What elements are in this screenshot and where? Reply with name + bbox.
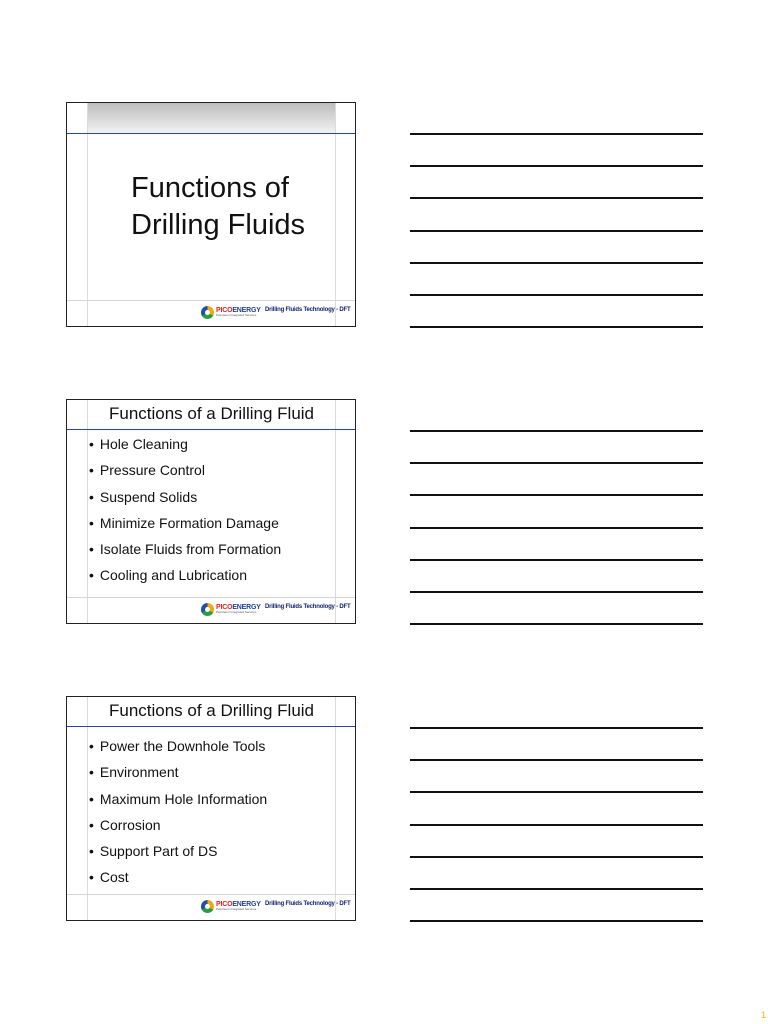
slide-title: Functions of Drilling Fluids: [131, 172, 306, 241]
note-line: [410, 326, 703, 328]
note-line: [410, 559, 703, 561]
note-line: [410, 230, 703, 232]
logo-name: PICO: [216, 604, 233, 611]
slide-footer: [67, 595, 355, 623]
list-item: • Pressure Control: [89, 458, 281, 484]
logo-tagline: Petroleum Integrated Services: [216, 907, 257, 911]
list-item: • Cost: [89, 865, 267, 891]
note-line: [410, 462, 703, 464]
list-item: • Hole Cleaning: [89, 432, 281, 458]
slide-footer: [67, 892, 355, 920]
logo-name-2: ENERGY: [232, 307, 261, 314]
slide-1: [66, 102, 356, 327]
title-divider: [67, 429, 355, 430]
note-line: [410, 262, 703, 264]
bullet-list: [89, 432, 281, 590]
note-line: [410, 133, 703, 135]
note-line: [410, 920, 703, 922]
logo-name-2: ENERGY: [232, 604, 261, 611]
note-line: [410, 591, 703, 593]
logo-name: PICO: [216, 901, 233, 908]
note-line: [410, 727, 703, 729]
note-line: [410, 888, 703, 890]
footer-text: Drilling Fluids Technology - DFT: [265, 604, 351, 610]
list-item: • Isolate Fluids from Formation: [89, 537, 281, 563]
logo-swirl-icon: [201, 900, 214, 913]
logo-swirl-icon: [201, 306, 214, 319]
note-line: [410, 824, 703, 826]
logo-name: PICO: [216, 307, 233, 314]
title-divider: [67, 133, 355, 134]
slide-footer: [67, 298, 355, 326]
list-item: • Suspend Solids: [89, 485, 281, 511]
logo-swirl-icon: [201, 603, 214, 616]
list-item: • Corrosion: [89, 813, 267, 839]
guide-line: [335, 697, 336, 920]
title-divider: [67, 726, 355, 727]
slide-title: Functions of a Drilling Fluid: [108, 701, 315, 720]
company-logo: [201, 898, 261, 914]
note-line: [410, 494, 703, 496]
slide-2: [66, 399, 356, 624]
title-band: [88, 103, 335, 133]
list-item: • Power the Downhole Tools: [89, 734, 267, 760]
note-line: [410, 759, 703, 761]
note-line: [410, 294, 703, 296]
guide-line: [87, 400, 88, 623]
list-item: • Cooling and Lubrication: [89, 563, 281, 589]
note-line: [410, 623, 703, 625]
list-item: • Minimize Formation Damage: [89, 511, 281, 537]
note-line: [410, 197, 703, 199]
company-logo: [201, 304, 261, 320]
logo-name-2: ENERGY: [232, 901, 261, 908]
guide-line: [335, 400, 336, 623]
logo-tagline: Petroleum Integrated Services: [216, 610, 257, 614]
note-line: [410, 856, 703, 858]
guide-line: [87, 103, 88, 326]
slide-title: Functions of a Drilling Fluid: [108, 404, 315, 423]
company-logo: [201, 601, 261, 617]
footer-text: Drilling Fluids Technology - DFT: [265, 307, 351, 313]
page-number: 1: [761, 1010, 767, 1020]
note-line: [410, 430, 703, 432]
list-item: • Maximum Hole Information: [89, 787, 267, 813]
note-line: [410, 791, 703, 793]
list-item: • Environment: [89, 760, 267, 786]
guide-line: [87, 697, 88, 920]
note-line: [410, 165, 703, 167]
note-line: [410, 527, 703, 529]
bullet-list: [89, 734, 267, 892]
list-item: • Support Part of DS: [89, 839, 267, 865]
footer-text: Drilling Fluids Technology - DFT: [265, 901, 351, 907]
slide-3: [66, 696, 356, 921]
logo-tagline: Petroleum Integrated Services: [216, 313, 257, 317]
